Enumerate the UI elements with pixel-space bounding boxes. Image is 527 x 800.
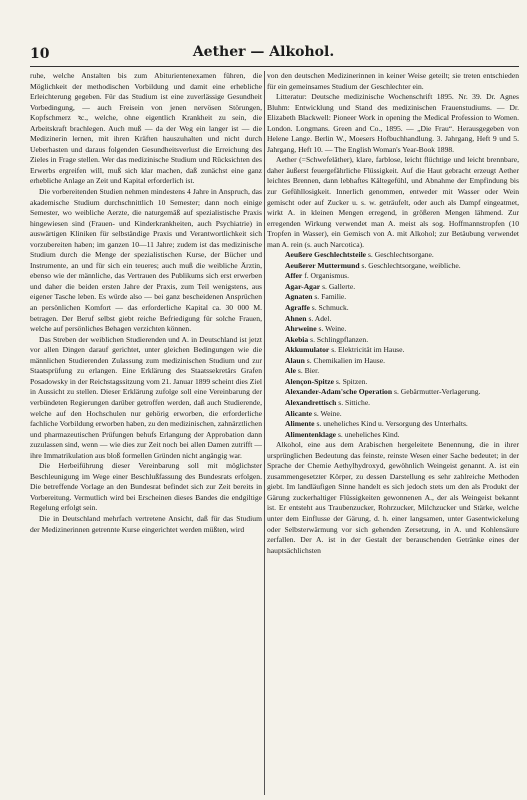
paragraph: Die Herbeiführung dieser Vereinbarung soll mit möglichster Beschleunigung im Wege einer Beschlußfassung des Bundesrats erfolgen. Die betreffende Vorlage an den Bundesrat befindet sich zur Zeit bereits in Vorbereitung. Vermutlich wird bei Erscheinen dieses Bandes die endgiltige Regelung erfolgt sein. xyxy=(30,461,262,513)
dictionary-entry xyxy=(267,282,519,293)
column-divider xyxy=(264,71,265,795)
entry-def: s. Spitzen. xyxy=(335,376,368,386)
entry-term: Akkumulator xyxy=(285,345,330,355)
entry-term: Ahnen xyxy=(285,313,307,323)
dictionary-entry xyxy=(267,377,519,388)
entry-term: Aeußere Geschlechtsteile xyxy=(285,250,367,260)
entry-def: s. Elektricität im Hause. xyxy=(331,345,405,355)
dictionary-entry xyxy=(267,430,519,441)
dictionary-entry xyxy=(267,314,519,325)
entry-def: f. Organismus. xyxy=(304,271,349,281)
entry-def: s. Bier. xyxy=(297,366,320,376)
entry-def: s. Schlingpflanzen. xyxy=(310,334,369,344)
left-column xyxy=(30,71,262,795)
dictionary-entry xyxy=(267,250,519,261)
entry-aether: Aether (=Schwefeläther), klare, farblose, leicht flüchtige und leicht brennbare, daher äußerst feuergefährliche Flüssigkeit. Auf die Haut gebracht erzeugt Aether leichtes Brennen, dann lebhaftes Kältegefühl, und Abnahme der Empfindung bis zur Gefühllosigkeit. Innerlich genommen, entweder mit Wasser oder Wein gemischt oder auf Zucker u. s. w. geträufelt, oder auch als Dampf eingeatmet, wirkt A. in kleinen Mengen erregend, in größeren Mengen lähmend. Zur erregenden Wirkung verwendet man A. meist als sog. Hoffmannstropfen (10 Tropfen in Wasser), ein Gemisch von A. mit Alkohol; zur Betäubung verwendet man A. rein (s. auch Narcotica). xyxy=(267,155,519,249)
entry-def: s. Familie. xyxy=(314,292,347,302)
paragraph: von den deutschen Medizinerinnen in keiner Weise geteilt; sie treten entschieden für ein gemeinsames Studium der Geschlechter ein. xyxy=(267,71,519,91)
entry-def: s. Gallerte. xyxy=(322,281,356,291)
entry-term: Alimentenklage xyxy=(285,429,337,439)
entry-term: Ale xyxy=(285,366,296,376)
entry-term: Aeußerer Muttermund xyxy=(285,260,360,270)
entry-term: Ahrweine xyxy=(285,324,317,334)
dictionary-entry xyxy=(267,345,519,356)
dictionary-entry xyxy=(267,419,519,430)
dictionary-entry xyxy=(267,356,519,367)
entry-def: s. Chemikalien im Hause. xyxy=(306,355,385,365)
entry-term: Alaun xyxy=(285,355,305,365)
entry-term: Alimente xyxy=(285,419,315,429)
dictionary-entry xyxy=(267,366,519,377)
dictionary-entry xyxy=(267,271,519,282)
dictionary-entry xyxy=(267,303,519,314)
header-rule xyxy=(30,66,519,67)
entry-term: Alençon-Spitze xyxy=(285,376,334,386)
dictionary-entry xyxy=(267,261,519,272)
paragraph: Die vorbereitenden Studien nehmen mindestens 4 Jahre in Anspruch, das akademische Studium durchschnittlich 10 Semester; dann noch einige Semester, wo weibliche Aerzte, die naturgemäß auf spezialistische Praxis hingewiesen sind (Frauen- und Kinderkrankheiten, auch Psychiatrie) in auswärtigen Kliniken für selbständige Praxis und Verantwortlichkeit sich vorzubereiten haben; im ganzen 10—11 Jahre; zudem ist das medizinische Studium durch die Menge der spezialistischen Kurse, der Bücher und Instrumente, an und für sich ein teueres; auch muß die weibliche Ärztin, ebenso wie der männliche, das Vertrauen des Publikums sich erst erwerben und daher die beiden ersten Jahre der Praxis, zum Teil wenigstens, aus eigener Tasche leben. Es würde also — bei ganz bescheidenen Ansprüchen an persönlichen Komfort — das erforderliche Kapital ca. 30 000 M. betragen. Der Beruf selbst giebt reiche Befriedigung für solche Frauen, welche auf persönliches Behagen verzichten können. xyxy=(30,187,262,334)
dictionary-entry xyxy=(267,292,519,303)
entry-def: s. Geschlechtsorgane. xyxy=(367,250,434,260)
entry-term: Affer xyxy=(285,271,303,281)
running-header: Aether — Alkohol. xyxy=(192,44,335,60)
entry-def: s. uneheliches Kind u. Versorgung des Unterhalts. xyxy=(316,419,468,429)
dictionary-entry xyxy=(267,324,519,335)
entry-term: Agraffe xyxy=(285,303,310,313)
right-column xyxy=(267,71,519,795)
dictionary-entry xyxy=(267,398,519,409)
entry-def: s. Sittiche. xyxy=(338,397,371,407)
literature-note: Litteratur: Deutsche medizinische Wochenschrift 1895. Nr. 39. Dr. Agnes Bluhm: Entwicklung und Stand des medizinischen Frauenstudiums. — Dr. Elizabeth Blackwell: Pioneer Work in opening the Medical Profession to Women. London. Longmans. Green and Co., 1895. — „Die Frau“. Herausgegeben von Helene Lange. Berlin W., Moesers Hofbuchhandlung. 3. Jahrgang, Heft 9 und 5. Jahrgang, Heft 10. — The English Woman's Year-Book 1898. xyxy=(267,92,519,154)
entry-term: Alexandrettisch xyxy=(285,397,337,407)
entry-term: Agar-Agar xyxy=(285,281,321,291)
page-number: 10 xyxy=(30,46,50,62)
entry-def: s. uneheliches Kind. xyxy=(337,429,400,439)
entry-term: Agnaten xyxy=(285,292,313,302)
entry-def: s. Weine. xyxy=(313,408,342,418)
dictionary-entry xyxy=(267,335,519,346)
entry-def: s. Adel. xyxy=(308,313,332,323)
entry-term: Alexander-Adam'sche Operation xyxy=(285,387,393,397)
paragraph: Das Streben der weiblichen Studierenden und A. in Deutschland ist jetzt vor allen Dingen darauf gerichtet, unter gleichen Bedingungen wie die männlichen Studierenden Zulassung zum medizinischen Studium und zur Staatsprüfung zu erlangen. Eine Erklärung des Staatssekretärs Grafen Posadowsky in der Reichstagssitzung vom 21. Januar 1899 scheint dies Ziel in Aussicht zu stellen. Dieser Erklärung zufolge soll eine Vereinbarung der verbündeten Regierungen darüber getroffen werden, daß auch Studierende, welche auf den Hochschulen nur gehörig erworben, die erforderliche fachliche Vorbildung erworben haben, zu den medizinischen, zahnärztlichen und pharmazeutischen Prüfungen behufs Erlangung der Approbation dann zuzulassen sind, wenn — wie dies zur Zeit noch bei allen Damen zutrifft — ihre Immatrikulation aus bloß formellen Gründen nicht angängig war. xyxy=(30,334,262,460)
paragraph: Die in Deutschland mehrfach vertretene Ansicht, daß für das Studium der Medizinerinnen getrennte Kurse eingerichtet werden müßten, wird xyxy=(30,513,262,534)
dictionary-entry xyxy=(267,409,519,420)
paragraph: ruhe, welche Anstalten bis zum Abiturientenexamen führen, die Möglichkeit der methodischen Vorbildung und damit eine erhebliche Erleichterung gegeben. Für das Studium ist eine zuverlässige Gesundheit Vorbedingung, — auch Freisein von jenen nervösen Störungen, Kopfschmerz ꝛc., welche, ohne eigentlich Krankheit zu sein, die Arbeitskraft brachlegen. Auch muß — da der Weg ein langer ist — die Medizinerin lernen, mit ihren Kräften hauszuhalten und nicht durch Ueberhasten und daraus folgenden Gesundheitsverlust die Erreichung des Zieles in Frage stellen. Wer das medizinische Studium und Rücksichten des Erwerbs ergreifen will, muß sich klar machen, daß zunächst eine ganz erhebliche Anlage an Zeit und Kapital erforderlich ist. xyxy=(30,71,262,186)
entry-term: Alicante xyxy=(285,408,312,418)
entry-def: s. Gebärmutter-Verlagerung. xyxy=(393,387,481,397)
entry-alkohol: Alkohol, eine aus dem Arabischen hergeleitete Benennung, die in ihrer ursprünglichen Bedeutung das feinste, reinste Wesen einer Sache bedeutet; in der Sprache der Chemie Aethylhydroxyd, gewöhnlich Weingeist genannt. A. ist ein zusammengesetzter Körper, zu dessen Darstellung es sehr zahlreiche Methoden giebt. Im landläufigen Sinne handelt es sich jedoch stets um den als Produkt der Gärung zuckerhaltiger Flüssigkeiten gewonnenen A., der als Weingeist bekannt ist. Er entsteht aus Traubenzucker, Rohrzucker, Milchzucker und Stärke, welche unter dem Einflusse der Gärung, d. h. einer langsamen, unter Gasentwickelung oder Selbsterwärmung vor sich gehenden Zersetzung, in A. und Kohlensäure zerfallen. Der A. ist in der Gestalt der berauschenden Getränke eines der hauptsächlichsten xyxy=(267,440,519,555)
entry-term: Akebia xyxy=(285,334,309,344)
entry-def: s. Weine. xyxy=(318,324,347,334)
dictionary-entry xyxy=(267,387,519,398)
entry-def: s. Geschlechtsorgane, weibliche. xyxy=(361,260,461,270)
entry-def: s. Schmuck. xyxy=(311,303,349,313)
